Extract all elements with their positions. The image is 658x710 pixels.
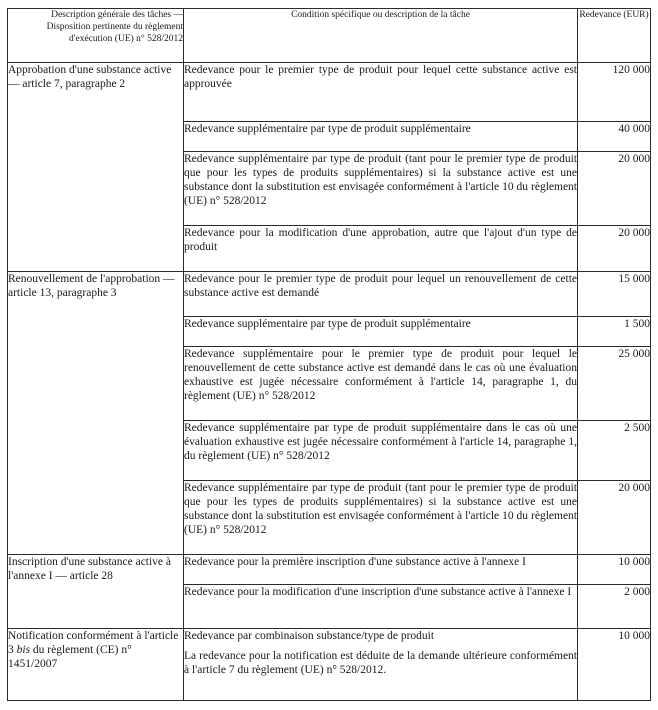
condition-cell: Redevance pour la modification d'une inscription d'une substance active à l'annexe I <box>184 585 578 629</box>
fee-cell: 20 000 <box>578 226 651 272</box>
condition-cell: Redevance pour la première inscription d'une substance active à l'annexe I <box>184 555 578 585</box>
fee-cell: 2 000 <box>578 585 651 629</box>
document-page <box>7 8 650 701</box>
fee-cell: 2 500 <box>578 421 651 481</box>
table-row <box>8 629 651 701</box>
fee-cell: 15 000 <box>578 272 651 317</box>
condition-cell: Redevance supplémentaire par type de produit (tant pour le premier type de produit que pour les types de produits supplémentaires) si la substance active est une substance dont la substitution est envisagée conformément à l'article 10 du règlement (UE) n° 528/2012 <box>184 152 578 226</box>
condition-note: La redevance pour la notification est déduite de la demande ultérieure conformément à l'article 7 du règlement (UE) n° 528/2012. <box>184 650 577 676</box>
fee-cell: 10 000 <box>578 555 651 585</box>
fee-table <box>7 8 651 701</box>
category-notification <box>8 629 184 701</box>
condition-cell <box>184 629 578 701</box>
condition-cell: Redevance pour la modification d'une approbation, autre que l'ajout d'un type de produit <box>184 226 578 272</box>
fee-cell: 1 500 <box>578 317 651 347</box>
condition-cell: Redevance supplémentaire pour le premier type de produit pour lequel le renouvellement de cette substance active est demandé dans le cas où une évaluation exhaustive est jugée nécessaire conformément à l'article 14, paragraphe 1, du règlement (UE) n° 528/2012 <box>184 347 578 421</box>
header-condition: Condition spécifique ou description de la tâche <box>184 9 578 63</box>
table-header-row <box>8 9 651 63</box>
condition-cell: Redevance supplémentaire par type de produit (tant pour le premier type de produit que pour les types de produits supplémentaires) si la substance active est une substance dont la substitution est envisagée conformément à l'article 10 du règlement (UE) n° 528/2012 <box>184 481 578 555</box>
header-fee: Redevance (EUR) <box>578 9 651 63</box>
category-text-post: du règlement (CE) n° 1451/2007 <box>8 644 132 670</box>
condition-text: Redevance par combinaison substance/type de produit <box>184 630 435 642</box>
condition-cell: Redevance pour le premier type de produit pour lequel un renouvellement de cette substance active est demandé <box>184 272 578 317</box>
table-row <box>8 272 651 317</box>
condition-cell: Redevance supplémentaire par type de produit supplémentaire <box>184 317 578 347</box>
category-approval: Approbation d'une substance active — article 7, paragraphe 2 <box>8 63 184 272</box>
fee-cell: 120 000 <box>578 63 651 122</box>
category-annex-listing: Inscription d'une substance active à l'annexe I — article 28 <box>8 555 184 629</box>
category-text-pre: Notification conformément à l'article 3 <box>8 630 179 656</box>
condition-cell: Redevance supplémentaire par type de produit supplémentaire dans le cas où une évaluation exhaustive est jugée nécessaire conformément à l'article 14, paragraphe 1, du règlement (UE) n° 528/2012 <box>184 421 578 481</box>
category-renewal: Renouvellement de l'approbation — article 13, paragraphe 3 <box>8 272 184 555</box>
header-task-description: Description générale des tâches — Disposition pertinente du règlement d'exécution (UE) n° 528/2012 <box>8 9 184 63</box>
table-row <box>8 555 651 585</box>
table-row <box>8 63 651 122</box>
condition-cell: Redevance pour le premier type de produit pour lequel cette substance active est approuvée <box>184 63 578 122</box>
condition-cell: Redevance supplémentaire par type de produit supplémentaire <box>184 122 578 152</box>
fee-cell: 40 000 <box>578 122 651 152</box>
fee-cell: 10 000 <box>578 629 651 701</box>
fee-cell: 25 000 <box>578 347 651 421</box>
fee-cell: 20 000 <box>578 152 651 226</box>
fee-cell: 20 000 <box>578 481 651 555</box>
category-text-bis: bis <box>16 644 31 656</box>
